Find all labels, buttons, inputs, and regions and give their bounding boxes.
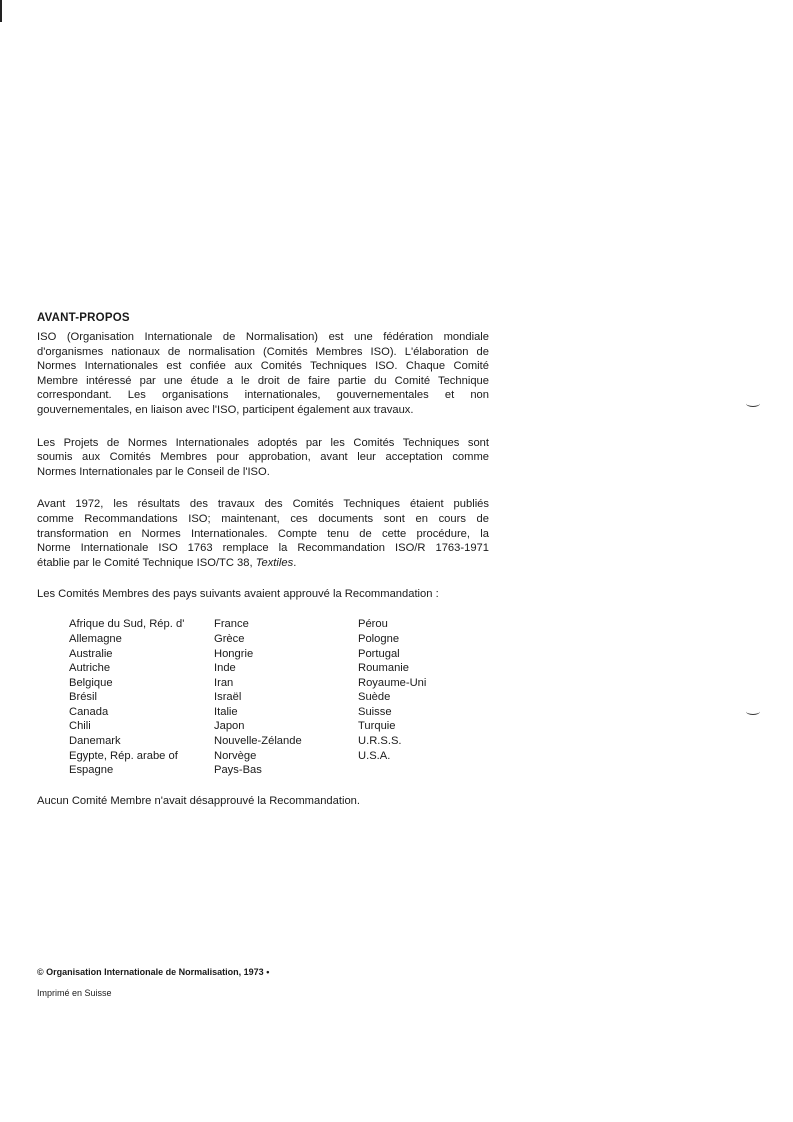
country-entry: France [214,618,249,631]
country-entry: Pays-Bas [214,764,262,777]
country-entry: Afrique du Sud, Rép. d' [69,618,185,631]
country-entry: Royaume-Uni [358,676,427,689]
country-entry: Hongrie [214,647,254,660]
paragraph-line: transformation en Normes Internationales. Compte tenu de cette procédure, la [37,527,489,540]
country-entry: Chili [69,720,91,733]
paragraph-line: Avant 1972, les résultats des travaux des Comités Techniques étaient publiés [37,498,489,511]
paragraph-line: Membre intéressé par une étude a le droit de faire partie du Comité Technique [37,374,489,387]
paragraph-line: Normes Internationales est confiée aux Comités Techniques ISO. Chaque Comité [37,360,489,373]
paragraph-line-text: établie par le Comité Technique ISO/TC 38, [37,556,256,569]
country-entry: Australie [69,647,113,660]
country-entry: U.R.S.S. [358,735,402,748]
country-entry: Allemagne [69,632,122,645]
country-entry: Grèce [214,632,245,645]
paragraph-line: comme Recommandations ISO; maintenant, ces documents sont en cours de [37,512,489,525]
country-entry: Canada [69,705,109,718]
committee-title: Textiles [255,556,294,569]
country-entry: Brésil [69,691,97,704]
paragraph-line: Norme Internationale ISO 1763 remplace la Recommandation ISO/R 1763-1971 [37,542,489,555]
foreword-heading: AVANT-PROPOS [37,312,130,324]
paragraph-draft-standards [37,436,489,480]
country-entry: Turquie [358,720,396,733]
paragraph-line: Les Projets de Normes Internationales adoptés par les Comités Techniques sont [37,436,489,449]
country-entry: Autriche [69,662,111,675]
country-entry: Norvège [214,749,257,762]
paragraph-line: d'organismes nationaux de normalisation (Comités Membres ISO). L'élaboration de [37,345,489,358]
countries-column-3 [358,617,478,778]
paragraph-line-end: . [293,556,297,569]
paragraph-line: Normes Internationales par le Conseil de l'ISO. [37,465,270,478]
scan-mark-lower [746,708,760,715]
country-entry: Suisse [358,705,392,718]
country-entry: Roumanie [358,662,409,675]
member-countries-list [69,617,489,778]
country-entry: Nouvelle-Zélande [214,735,302,748]
copyright-notice: © Organisation Internationale de Normalisation, 1973 • [37,967,270,977]
paragraph-line: correspondant. Les organisations internationales, gouvernementales et non [37,389,489,402]
paragraph-iso-intro [37,330,489,418]
country-entry: Pologne [358,632,400,645]
page-footer [37,967,269,998]
printed-in-notice: Imprimé en Suisse [37,988,112,998]
closing-statement: Aucun Comité Membre n'avait désapprouvé la Recommandation. [37,794,361,807]
paragraph-line [37,556,489,571]
country-entry: Iran [214,676,234,689]
paragraph-line: gouvernementales, en liaison avec l'ISO, participent également aux travaux. [37,403,414,416]
country-entry: Belgique [69,676,113,689]
foreword-section [37,312,489,807]
paragraph-line: soumis aux Comités Membres pour approbation, avant leur acceptation comme [37,451,489,464]
country-entry: Espagne [69,764,114,777]
country-entry: Japon [214,720,245,733]
paragraph-history [37,497,489,570]
countries-column-2 [214,617,358,778]
country-entry: Pérou [358,618,388,631]
page-edge-mark [0,0,2,22]
scan-mark-upper [746,400,760,407]
country-entry: Egypte, Rép. arabe of [69,749,178,762]
approval-lead: Les Comités Membres des pays suivants avaient approuvé la Recommandation : [37,588,439,601]
country-entry: U.S.A. [358,749,391,762]
country-entry: Italie [214,705,238,718]
paragraph-line: ISO (Organisation Internationale de Normalisation) est une fédération mondiale [37,331,489,343]
country-entry: Inde [214,662,236,675]
country-entry: Danemark [69,735,121,748]
countries-column-1 [69,617,214,778]
country-entry: Portugal [358,647,400,660]
country-entry: Israël [214,691,242,704]
country-entry: Suède [358,691,391,704]
